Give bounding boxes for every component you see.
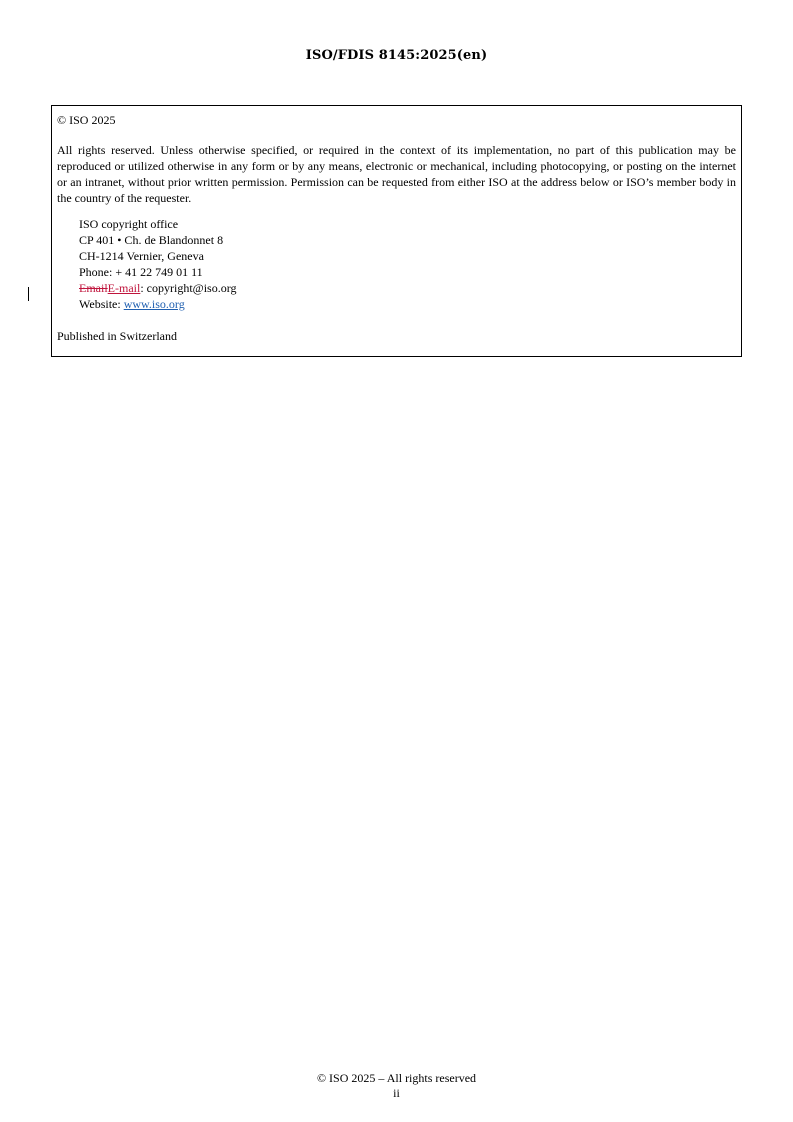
website-link[interactable]: www.iso.org <box>123 297 185 311</box>
street-address: CP 401 • Ch. de Blandonnet 8 <box>79 233 224 247</box>
page-footer <box>0 1071 793 1101</box>
email-value: : copyright@iso.org <box>140 281 237 295</box>
page-number: ii <box>393 1086 400 1100</box>
city-address: CH-1214 Vernier, Geneva <box>79 249 204 263</box>
email-inserted-text: E-mail <box>107 281 141 295</box>
website-line <box>79 296 736 312</box>
revision-change-bar <box>28 287 29 301</box>
footer-copyright: © ISO 2025 – All rights reserved <box>316 1071 477 1085</box>
document-id-header: ISO/FDIS 8145:2025(en) <box>305 48 488 63</box>
copyright-notice-box <box>51 105 742 357</box>
office-name: ISO copyright office <box>79 217 179 231</box>
phone-line: Phone: + 41 22 749 01 11 <box>79 265 203 279</box>
address-block <box>79 216 736 312</box>
email-deleted-text: Email <box>79 281 108 295</box>
rights-paragraph: All rights reserved. Unless otherwise specified, or required in the context of its implementation, no part of this publication may be reproduced or utilized otherwise in any form or by any means, electronic or mechanical, including photocopying, or posting on the internet or an intranet, without prior written permission. Permission can be requested from either ISO at the address below or ISO’s member body in the country of the requester. <box>57 143 736 205</box>
copyright-line: © ISO 2025 <box>57 113 116 127</box>
email-line <box>79 280 736 296</box>
published-location: Published in Switzerland <box>57 329 177 343</box>
website-label: Website: <box>79 297 124 311</box>
